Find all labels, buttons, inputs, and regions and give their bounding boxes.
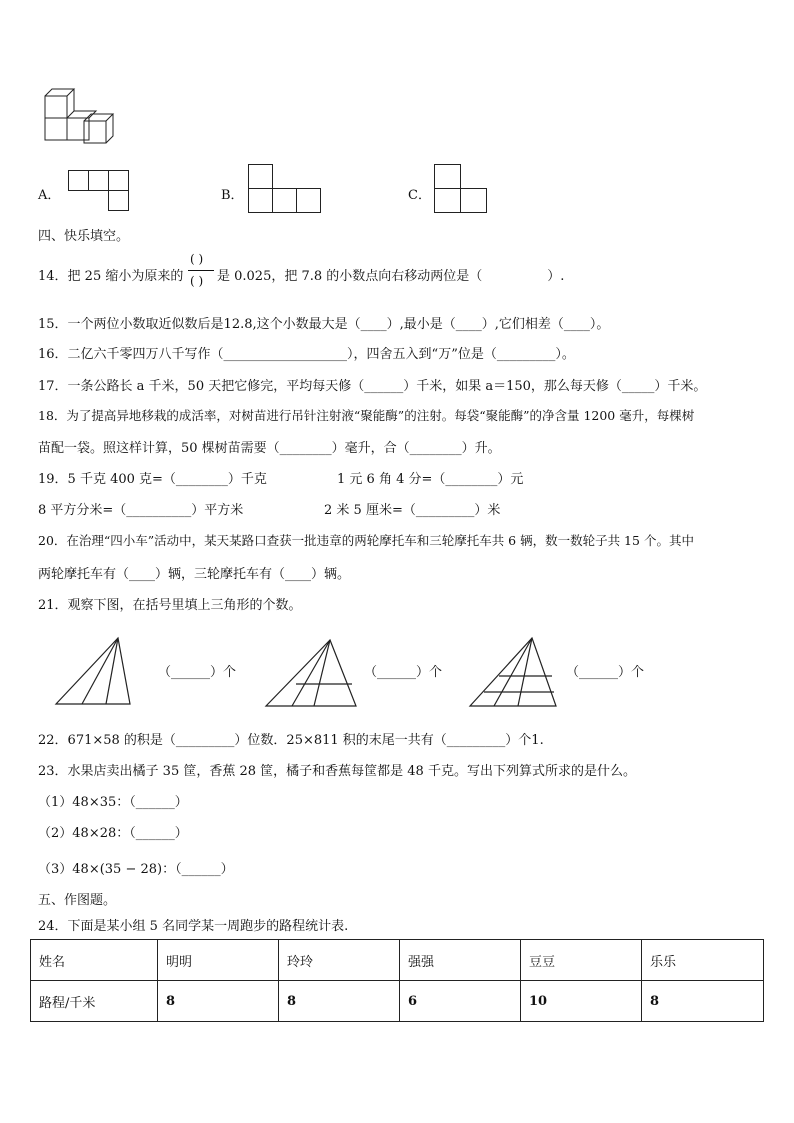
table-header-row xyxy=(31,940,764,981)
table-cell: 8 xyxy=(158,981,279,1022)
question-24-prompt: 24．下面是某小组 5 名同学某一周跑步的路程统计表. xyxy=(38,919,349,934)
question-19b: 1 元 6 角 4 分=（________）元 xyxy=(337,472,524,487)
blank-fraction[interactable] xyxy=(188,252,214,292)
question-19c: 8 平方分米=（__________）平方米 xyxy=(38,503,244,518)
question-18-line1: 18．为了提高异地移栽的成活率，对树苗进行吊针注射液“聚能酶”的注射。每袋“聚能酶”的净含量 1200 毫升，每棵树 xyxy=(38,408,695,423)
question-14-suffix: 是 0.025，把 7.8 的小数点向右移动两位是（ ）. xyxy=(217,269,565,284)
table-cell: 玲玲 xyxy=(279,940,400,981)
fraction-bar xyxy=(188,270,214,271)
question-23-item2: （2）48×28：（______） xyxy=(38,826,188,841)
question-22: 22．671×58 的积是（_________）位数．25×811 积的末尾一共有（_________）个1. xyxy=(38,733,544,748)
question-18-line2: 苗配一袋。照这样计算，50 棵树苗需要（________）毫升，合（________）升。 xyxy=(38,441,501,456)
question-23-prompt: 23．水果店卖出橘子 35 筐，香蕉 28 筐，橘子和香蕉每筐都是 48 千克。写出下列算式所求的是什么。 xyxy=(38,764,636,779)
table-cell: 8 xyxy=(642,981,764,1022)
question-20-line1: 20．在治理“四小车”活动中，某天某路口查获一批违章的两轮摩托车和三轮摩托车共 6 辆，数一数轮子共 15 个。其中 xyxy=(38,533,694,548)
table-row xyxy=(31,981,764,1022)
answer-21-3[interactable]: （______）个 xyxy=(566,665,645,680)
table-cell: 6 xyxy=(400,981,521,1022)
option-c-view xyxy=(434,164,490,216)
question-23-item1: （1）48×35：（______） xyxy=(38,795,188,810)
table-cell: 姓名 xyxy=(31,940,158,981)
section-4-title: 四、快乐填空。 xyxy=(38,229,130,244)
question-17: 17．一条公路长 a 千米，50 天把它修完，平均每天修（______）千米，如果 a＝150，那么每天修（_____）千米。 xyxy=(38,379,707,394)
option-b-view xyxy=(248,164,324,216)
question-20-line2: 两轮摩托车有（____）辆，三轮摩托车有（____）辆。 xyxy=(38,567,351,582)
fraction-numerator: ( ) xyxy=(190,252,204,266)
triangle-figure-1 xyxy=(42,636,132,708)
question-14-prefix: 14．把 25 缩小为原来的 xyxy=(38,269,184,284)
table-cell: 路程/千米 xyxy=(31,981,158,1022)
answer-21-1[interactable]: （______）个 xyxy=(158,665,237,680)
fraction-denominator: ( ) xyxy=(190,274,204,288)
triangle-figure-3 xyxy=(466,636,566,708)
question-19a: 19．5 千克 400 克=（________）千克 xyxy=(38,472,267,487)
section-5-title: 五、作图题。 xyxy=(38,893,117,908)
table-cell: 明明 xyxy=(158,940,279,981)
option-b-label[interactable]: B． xyxy=(221,188,244,203)
question-23-item3: （3）48×(35 − 28)：（______） xyxy=(38,862,234,877)
question-21-prompt: 21．观察下图，在括号里填上三角形的个数。 xyxy=(38,598,302,613)
option-a-view xyxy=(68,170,134,214)
question-15: 15．一个两位小数取近似数后是12.8,这个小数最大是（____）,最小是（____）,它们相差（____）。 xyxy=(38,317,610,332)
table-cell: 10 xyxy=(521,981,642,1022)
table-cell: 强强 xyxy=(400,940,521,981)
table-cell: 豆豆 xyxy=(521,940,642,981)
option-c-label[interactable]: C． xyxy=(408,188,431,203)
running-distance-table xyxy=(30,939,764,1022)
answer-21-2[interactable]: （______）个 xyxy=(364,665,443,680)
table-cell: 乐乐 xyxy=(642,940,764,981)
question-19d: 2 米 5 厘米=（_________）米 xyxy=(324,503,501,518)
table-cell: 8 xyxy=(279,981,400,1022)
option-a-label[interactable]: A． xyxy=(38,188,61,203)
triangle-figure-2 xyxy=(262,636,362,708)
question-16: 16．二亿六千零四万八千写作（___________________），四舍五入到“万”位是（_________）。 xyxy=(38,347,575,362)
cube-stack-figure xyxy=(40,88,120,148)
